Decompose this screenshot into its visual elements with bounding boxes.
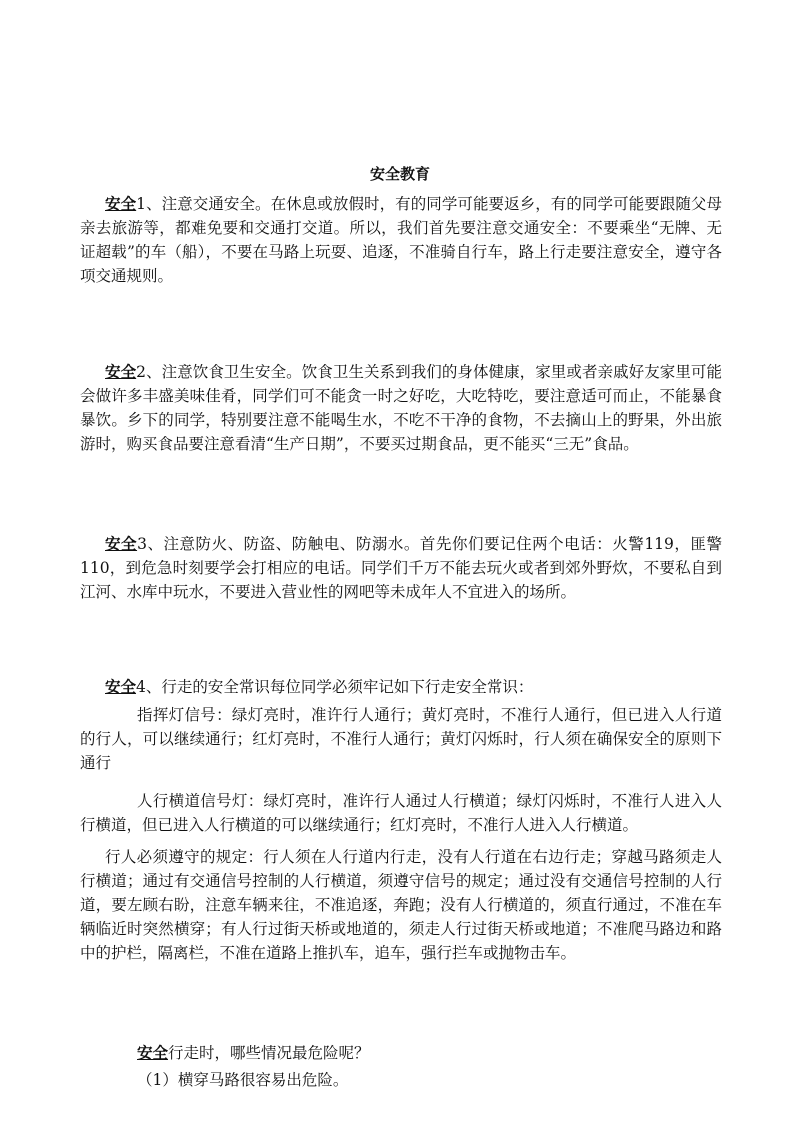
signal-light-paragraph: 指挥灯信号：绿灯亮时，准许行人通行；黄灯亮时，不准行人通行，但已进入人行道的行人，可以继续通行；红灯亮时，不准行人通行；黄灯闪烁时，行人须在确保安全的原则下通行 bbox=[80, 706, 722, 772]
section-text: 2、注意饮食卫生安全。饮食卫生关系到我们的身体健康，家里或者亲戚好友家里可能会做许多丰盛美味佳肴，同学们可不能贪一时之好吃，大吃特吃，要注意适可而止，不能暴食暴饮。乡下的同学，特别要注意不能喝生水，不吃不干净的食物，不去摘山上的野果，外出旅游时，购买食品要注意看清“生产日期”，不要买过期食品，更不能买“三无”食品。 bbox=[80, 363, 722, 453]
section-text: 行走时，哪些情况最危险呢？ bbox=[168, 1044, 370, 1062]
document-title: 安全教育 bbox=[369, 165, 430, 183]
safety-keyword: 安全 bbox=[105, 363, 137, 381]
safety-keyword: 安全 bbox=[105, 678, 137, 696]
list-item: （1）横穿马路很容易出危险。 bbox=[137, 1071, 349, 1089]
section-text: 4、行走的安全常识每位同学必须牢记如下行走安全常识： bbox=[136, 678, 534, 696]
section-fire-water-safety bbox=[80, 532, 722, 604]
section-danger-question bbox=[137, 1041, 370, 1065]
safety-keyword: 安全 bbox=[137, 1044, 169, 1062]
section-food-safety bbox=[80, 360, 722, 456]
section-text: 1、注意交通安全。在休息或放假时，有的同学可能要返乡，有的同学可能要跟随父母亲去旅游等，都难免要和交通打交道。所以，我们首先要注意交通安全：不要乘坐“无牌、无证超载”的车（船），不要在马路上玩耍、追逐，不准骑自行车，路上行走要注意安全，遵守各项交通规则。 bbox=[80, 195, 722, 285]
section-walking-safety bbox=[80, 675, 722, 699]
crosswalk-signal-paragraph: 人行横道信号灯：绿灯亮时，准许行人通过人行横道；绿灯闪烁时，不准行人进入人行横道，但已进入人行横道的可以继续通行；红灯亮时，不准行人进入人行横道。 bbox=[80, 792, 722, 834]
section-text: 3、注意防火、防盗、防触电、防溺水。首先你们要记住两个电话：火警119，匪警110，到危急时刻要学会打相应的电话。同学们千万不能去玩火或者到郊外野炊，不要私自到江河、水库中玩水，不要进入营业性的网吧等未成年人不宜进入的场所。 bbox=[80, 535, 722, 601]
pedestrian-rules-paragraph: 行人必须遵守的规定：行人须在人行道内行走，没有人行道在右边行走；穿越马路须走人行横道；通过有交通信号控制的人行横道，须遵守信号的规定；通过没有交通信号控制的人行道，要左顾右盼，注意车辆来往，不准追逐，奔跑；没有人行横道的，须直行通过，不准在车辆临近时突然横穿；有人行过街天桥或地道的，须走人行过街天桥或地道；不准爬马路边和路中的护栏，隔离栏，不准在道路上推扒车，追车，强行拦车或抛物击车。 bbox=[80, 848, 722, 962]
safety-keyword: 安全 bbox=[105, 535, 138, 553]
safety-keyword: 安全 bbox=[105, 195, 137, 213]
section-traffic-safety bbox=[80, 192, 722, 288]
